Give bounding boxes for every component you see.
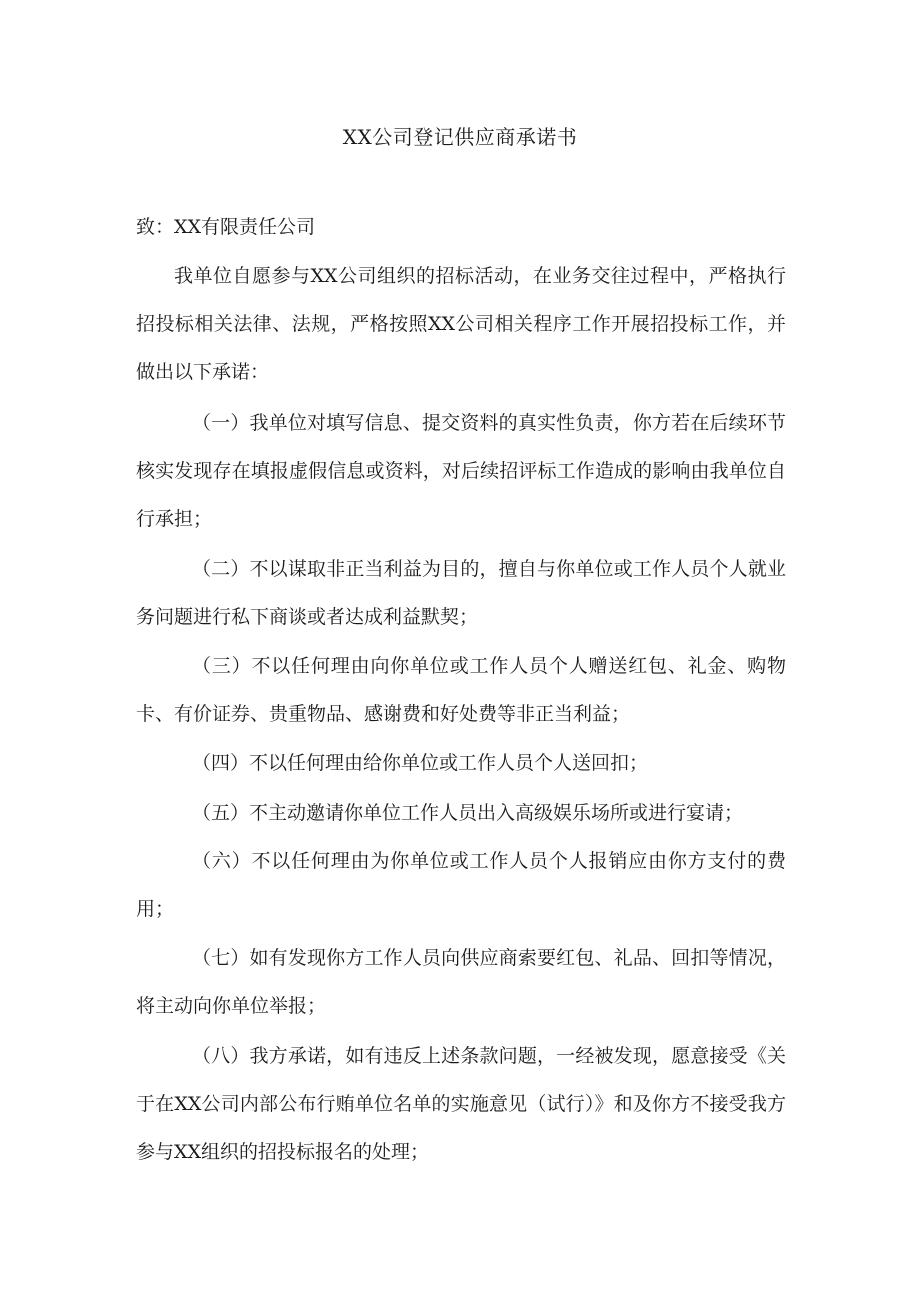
intro-paragraph: 我单位自愿参与XX公司组织的招标活动，在业务交往过程中，严格执行招投标相关法律、法规，严格按照XX公司相关程序工作开展招投标工作，并做出以下承诺： [136, 265, 786, 383]
commitment-item-3: （三）不以任何理由向你单位或工作人员个人赠送红包、礼金、购物卡、有价证券、贵重物品、感谢费和好处费等非正当利益； [136, 655, 786, 725]
addressee-line: 致：XX有限责任公司 [136, 216, 316, 238]
commitment-item-7: （七）如有发现你方工作人员向供应商索要红包、礼品、回扣等情况，将主动向你单位举报； [136, 947, 786, 1017]
commitment-item-6: （六）不以任何理由为你单位或工作人员个人报销应由你方支付的费用； [136, 850, 786, 920]
commitment-item-5: （五）不主动邀请你单位工作人员出入高级娱乐场所或进行宴请； [192, 802, 744, 824]
commitment-item-8: （八）我方承诺，如有违反上述条款问题，一经被发现，愿意接受《关于在XX公司内部公布行贿单位名单的实施意见（试行）》和及你方不接受我方参与XX组织的招投标报名的处理； [136, 1045, 786, 1163]
document-title: XX公司登记供应商承诺书 [342, 125, 578, 149]
commitment-item-1: （一）我单位对填写信息、提交资料的真实性负责，你方若在后续环节核实发现存在填报虚假信息或资料，对后续招评标工作造成的影响由我单位自行承担； [136, 412, 786, 530]
commitment-item-2: （二）不以谋取非正当利益为目的，擅自与你单位或工作人员个人就业务问题进行私下商谈或者达成利益默契； [136, 558, 786, 628]
commitment-item-4: （四）不以任何理由给你单位或工作人员个人送回扣； [192, 752, 649, 774]
